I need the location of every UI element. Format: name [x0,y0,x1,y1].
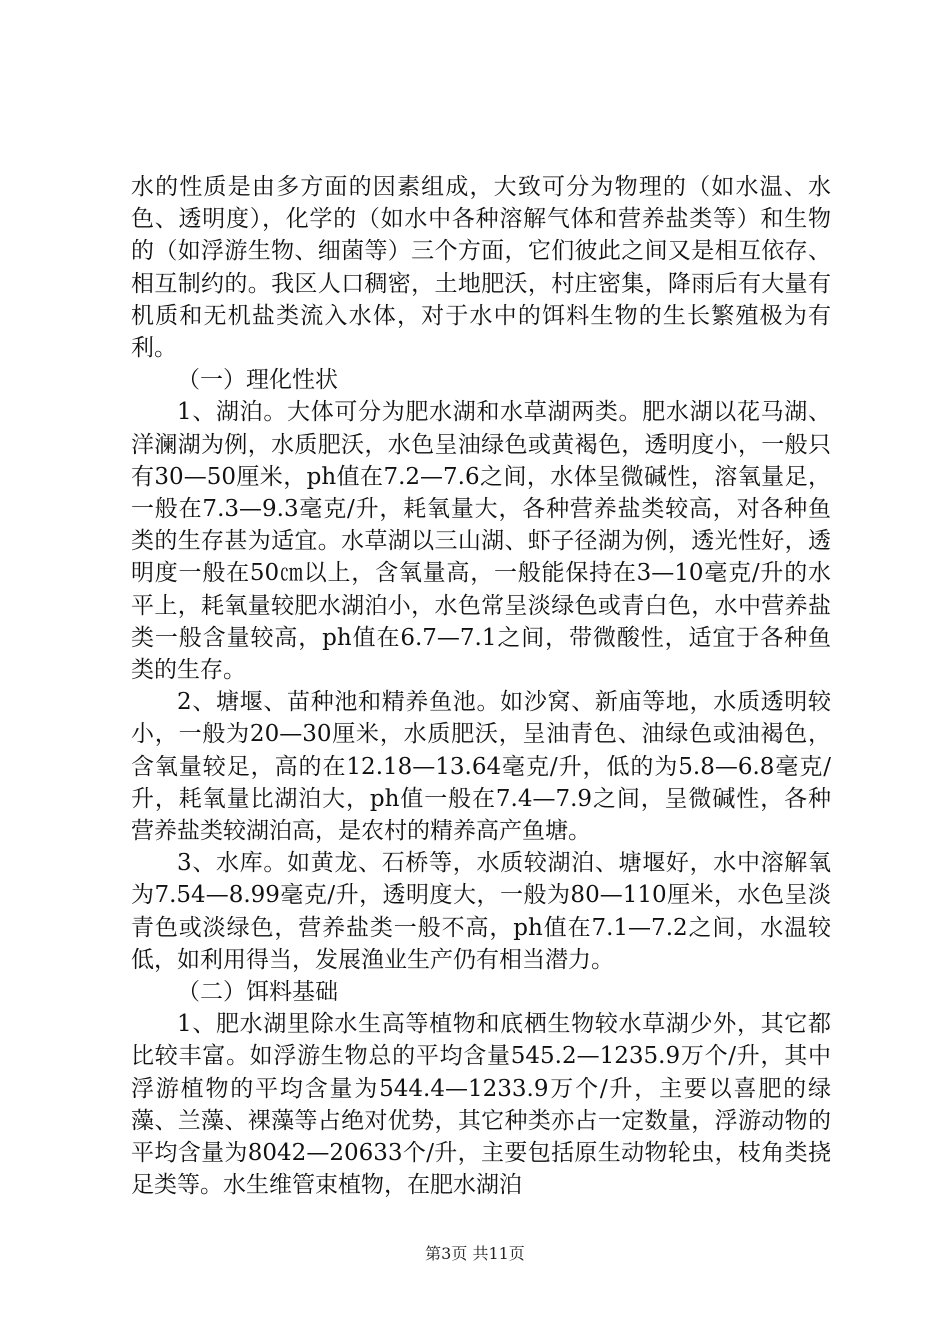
section-heading-physical-chemical: （一）理化性状 [177,367,338,394]
section-heading-feed-basis: （二）饵料基础 [177,979,338,1006]
page-footer [0,1241,950,1264]
paragraph-reservoirs: 3、水库。如黄龙、石桥等，水质较湖泊、塘堰好，水中溶解氧为7.54—8.99毫克/升，透明度大，一般为80—110厘米，水色呈淡青色或淡绿色，营养盐类一般不高，ph值在7.1—7.2之间，水温较低，如利用得当，发展渔业生产仍有相当潜力。 [131,850,831,973]
paragraph-ponds: 2、塘堰、苗种池和精养鱼池。如沙窝、新庙等地，水质透明较小，一般为20—30厘米，水质肥沃，呈油青色、油绿色或油褐色，含氧量较足，高的在12.18—13.64毫克/升，低的为5.8—6.8毫克/升，耗氧量比湖泊大，ph值一般在7.4—7.9之间，呈微碱性，各种营养盐类较湖泊高，是农村的精养高产鱼塘。 [131,689,831,845]
document-body [131,171,831,1202]
paragraph-feed-organisms: 1、肥水湖里除水生高等植物和底栖生物较水草湖少外，其它都比较丰富。如浮游生物总的平均含量545.2—1235.9万个/升，其中浮游植物的平均含量为544.4—1233.9万个/升，主要以喜肥的绿藻、兰藻、裸藻等占绝对优势，其它种类亦占一定数量，浮游动物的平均含量为8042—20633个/升，主要包括原生动物轮虫，枝角类挠足类等。水生维管束植物，在肥水湖泊 [131,1011,831,1199]
page-number-label: 第3页 共11页 [425,1244,525,1263]
paragraph-lakes: 1、湖泊。大体可分为肥水湖和水草湖两类。肥水湖以花马湖、洋澜湖为例，水质肥沃，水色呈油绿色或黄褐色，透明度小，一般只有30—50厘米，ph值在7.2—7.6之间，水体呈微碱性，溶氧量足，一般在7.3—9.3毫克/升，耗氧量大，各种营养盐类较高，对各种鱼类的生存甚为适宜。水草湖以三山湖、虾子径湖为例，透光性好，透明度一般在50㎝以上，含氧量高，一般能保持在3—10毫克/升的水平上，耗氧量较肥水湖泊小，水色常呈淡绿色或青白色，水中营养盐类一般含量较高，ph值在6.7—7.1之间，带微酸性，适宜于各种鱼类的生存。 [131,399,831,684]
intro-paragraph: 水的性质是由多方面的因素组成，大致可分为物理的（如水温、水色、透明度），化学的（如水中各种溶解气体和营养盐类等）和生物的（如浮游生物、细菌等）三个方面，它们彼此之间又是相互依存、相互制约的。我区人口稠密，土地肥沃，村庄密集，降雨后有大量有机质和无机盐类流入水体，对于水中的饵料生物的生长繁殖极为有利。 [131,174,831,362]
